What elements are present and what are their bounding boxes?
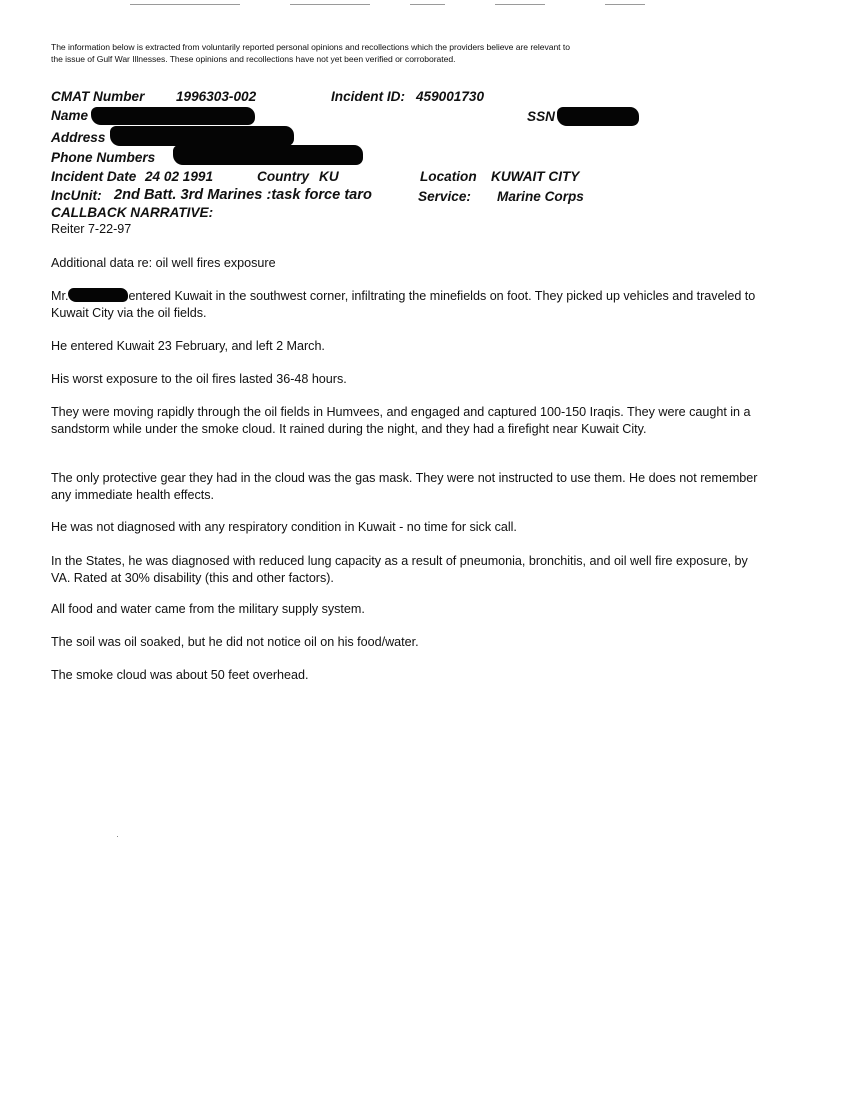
incident-id-label: Incident ID: (331, 89, 406, 104)
scan-line (410, 4, 445, 5)
ssn-label: SSN (527, 109, 555, 124)
narrative-paragraph: He entered Kuwait 23 February, and left 2 March. (51, 339, 325, 353)
ssn-redaction (557, 107, 639, 126)
location-value: KUWAIT CITY (491, 169, 580, 184)
incident-date-label: Incident Date (51, 169, 137, 184)
mr-prefix: Mr. (51, 289, 69, 303)
address-redaction (110, 126, 294, 146)
name-redaction (91, 107, 255, 125)
name-label: Name (51, 108, 89, 123)
narrative-paragraph (51, 288, 763, 321)
incunit-value: 2nd Batt. 3rd Marines :task force taro (114, 187, 372, 203)
service-label: Service: (418, 189, 471, 204)
narrative-byline: Reiter 7-22-97 (51, 222, 132, 236)
paragraph-text: entered Kuwait in the southwest corner, infiltrating the minefields on foot. They picked up vehicles and traveled to Kuwait City via the oil fields. (51, 289, 756, 320)
narrative-paragraph: Additional data re: oil well fires exposure (51, 256, 276, 270)
narrative-paragraph: In the States, he was diagnosed with reduced lung capacity as a result of pneumonia, bronchitis, and oil well fire exposure, by VA. Rated at 30% disability (this and other factors). (51, 554, 748, 585)
address-label: Address (51, 130, 106, 145)
narrative-paragraph: The soil was oil soaked, but he did not notice oil on his food/water. (51, 635, 419, 649)
scan-line (130, 4, 240, 5)
scan-line (290, 4, 370, 5)
incident-date-value: 24 02 1991 (145, 169, 214, 184)
phone-label: Phone Numbers (51, 150, 156, 165)
incident-id-value: 459001730 (416, 89, 485, 104)
cmat-value: 1996303-002 (176, 89, 257, 104)
cmat-label: CMAT Number (51, 89, 145, 104)
scan-line (605, 4, 645, 5)
narrative-paragraph: All food and water came from the military supply system. (51, 602, 365, 616)
service-value: Marine Corps (497, 189, 584, 204)
incunit-label: IncUnit: (51, 188, 102, 203)
narrative-paragraph: They were moving rapidly through the oil fields in Humvees, and engaged and captured 100-150 Iraqis. They were caught in a sandstorm while under the smoke cloud. It rained during the night, and they had a firefight near Kuwait City. (51, 405, 751, 436)
narrative-paragraph: He was not diagnosed with any respiratory condition in Kuwait - no time for sick call. (51, 520, 517, 534)
country-value: KU (319, 169, 339, 184)
scan-speck (117, 836, 118, 837)
surname-redaction (68, 288, 128, 302)
phone-redaction (173, 145, 363, 165)
scan-line (495, 4, 545, 5)
narrative-paragraph: The smoke cloud was about 50 feet overhead. (51, 668, 309, 682)
narrative-paragraph: His worst exposure to the oil fires lasted 36-48 hours. (51, 372, 347, 386)
callback-narrative-label: CALLBACK NARRATIVE: (51, 205, 214, 220)
country-label: Country (257, 169, 310, 184)
disclaimer: The information below is extracted from voluntarily reported personal opinions and recollections which the providers believe are relevant to the issue of Gulf War Illnesses. These opinions and recollections have not yet been verified or corroborated. (51, 42, 570, 65)
location-label: Location (420, 169, 477, 184)
narrative-paragraph: The only protective gear they had in the cloud was the gas mask. They were not instructed to use them. He does not remember any immediate health effects. (51, 471, 758, 502)
